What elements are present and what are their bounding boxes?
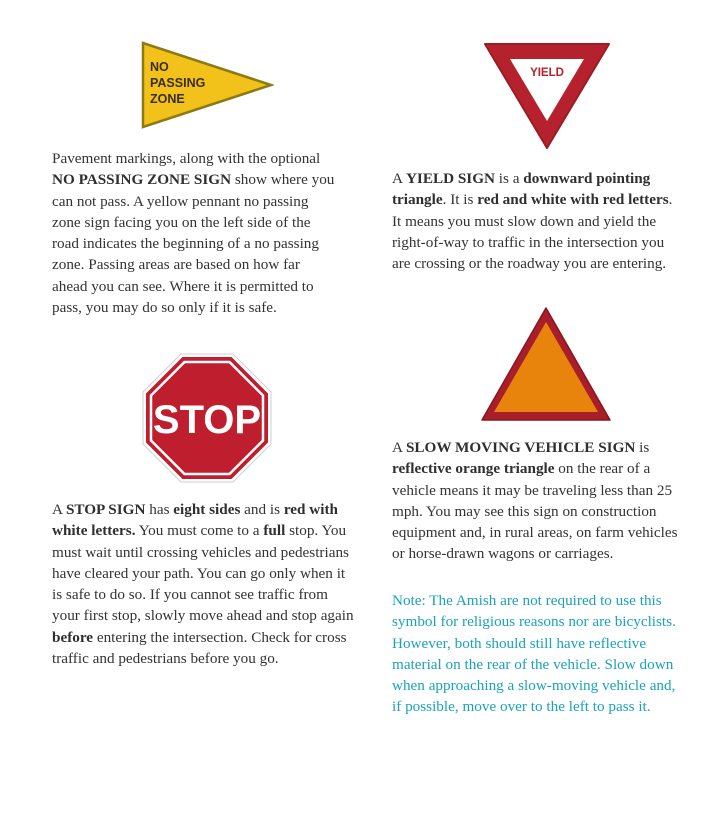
stop-sign-label: STOP — [152, 398, 262, 442]
no-passing-zone-sign-term: NO PASSING ZONE SIGN — [52, 171, 232, 189]
slow-moving-vehicle-sign — [479, 305, 613, 423]
no-passing-zone-paragraph: Pavement markings, along with the optional NO PASSING ZONE SIGN show where you can not pass. A yellow pennant no passing zone sign facing you on the left side of the road indicates the beginning of a no passing zone. Passing areas are based on how far ahead you can see. Where it is permitted to pass, you may do so only if it is safe. — [52, 150, 335, 317]
slow-moving-vehicle-sign-term: SLOW MOVING VEHICLE SIGN — [405, 439, 636, 456]
yield-sign-term: YIELD SIGN — [405, 170, 495, 187]
no-passing-sign-line2: PASSING — [150, 76, 206, 90]
yield-sign-paragraph: A YIELD SIGN is a downward pointing triangle. It is red and white with red letters. It means you must slow down and yield the right-of-way to traffic in the intersection you are crossing or the roadway you are entering. — [392, 170, 673, 273]
no-passing-sign-line1: NO — [150, 60, 169, 74]
stop-sign — [141, 352, 273, 484]
stop-sign-term: STOP SIGN — [65, 501, 146, 518]
amish-note: Note: The Amish are not required to use this symbol for religious reasons nor are bicyclists. However, both should still have reflective material on the rear of the vehicle. Slow down when approaching a slow-moving vehicle and, if possible, move over to the left to pass it. — [392, 592, 676, 716]
stop-sign-paragraph: A STOP SIGN has eight sides and is red with white letters. You must come to a full stop. You must wait until crossing vehicles and pedestrians have cleared your path. You can go only when it is safe to do so. If you cannot see traffic from your first stop, slowly move ahead and stop again before entering the intersection. Check for cross traffic and pedestrians before you go. — [52, 501, 354, 668]
no-passing-zone-sign — [140, 40, 274, 130]
slow-moving-vehicle-paragraph: A SLOW MOVING VEHICLE SIGN is reflective orange triangle on the rear of a vehicle means it may be traveling less than 25 mph. You may see this sign on construction equipment and, in rural areas, on farm vehicles or horse-drawn wagons or carriages. — [392, 439, 678, 563]
yield-sign-label: YIELD — [530, 67, 564, 79]
yield-sign — [480, 40, 614, 152]
no-passing-sign-line3: ZONE — [150, 92, 185, 106]
